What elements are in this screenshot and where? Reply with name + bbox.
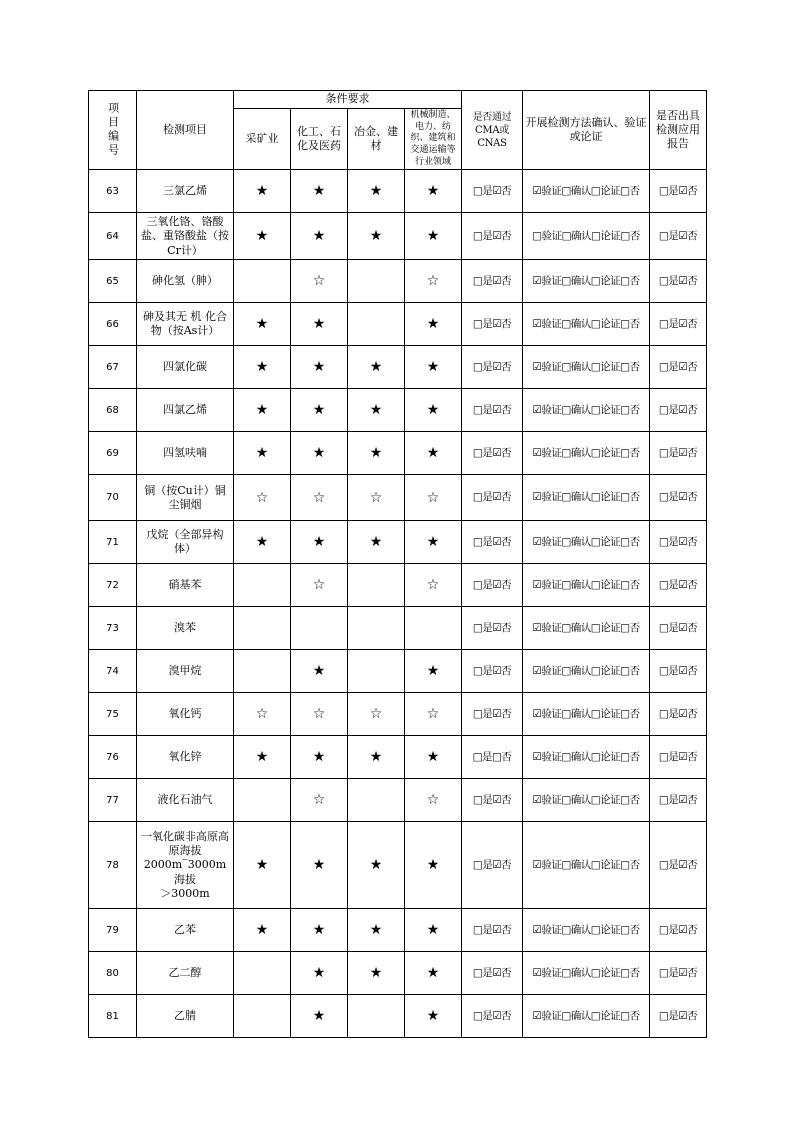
report-checkbox-cell: □是☑否 [650,475,707,521]
item-name-cell: 乙苯 [137,909,234,952]
cma-checkbox-cell: □是☑否 [462,564,523,607]
metallurgy-flag-cell [348,650,405,693]
item-name-cell: 戊烷（全部异构体） [137,521,234,564]
chemical-flag-cell: ☆ [291,779,348,822]
mining-flag-cell: ★ [234,521,291,564]
item-name-cell: 溴甲烷 [137,650,234,693]
method-checkbox-cell: ☑验证□确认□论证□否 [523,607,650,650]
report-checkbox-cell: □是☑否 [650,779,707,822]
item-name-cell: 氧化锌 [137,736,234,779]
mining-flag-cell: ★ [234,346,291,389]
chemical-flag-cell: ★ [291,995,348,1038]
item-no-cell: 66 [89,303,137,346]
machinery-flag-cell: ☆ [405,260,462,303]
item-no-cell: 79 [89,909,137,952]
method-checkbox-cell: ☑验证□确认□论证□否 [523,909,650,952]
metallurgy-flag-cell: ★ [348,909,405,952]
cma-checkbox-cell: □是☑否 [462,303,523,346]
machinery-flag-cell: ★ [405,909,462,952]
report-checkbox-cell: □是☑否 [650,213,707,260]
method-checkbox-cell: ☑验证□确认□论证□否 [523,650,650,693]
table-body [89,170,707,1038]
chemical-flag-cell: ★ [291,213,348,260]
method-checkbox-cell: □验证□确认□论证□否 [523,213,650,260]
item-no-cell: 69 [89,432,137,475]
item-no-cell: 70 [89,475,137,521]
mining-flag-cell: ☆ [234,693,291,736]
item-name-cell: 氧化钙 [137,693,234,736]
item-no-cell: 76 [89,736,137,779]
item-no-cell: 74 [89,650,137,693]
chemical-flag-cell: ★ [291,822,348,909]
table-row [89,475,707,521]
cma-checkbox-cell: □是☑否 [462,693,523,736]
table-row [89,260,707,303]
cma-checkbox-cell: □是☑否 [462,475,523,521]
machinery-flag-cell: ★ [405,521,462,564]
table-row [89,693,707,736]
item-no-cell: 77 [89,779,137,822]
table-row [89,650,707,693]
metallurgy-flag-cell: ★ [348,432,405,475]
method-checkbox-cell: ☑验证□确认□论证□否 [523,736,650,779]
report-checkbox-cell: □是☑否 [650,693,707,736]
machinery-flag-cell: ☆ [405,475,462,521]
metallurgy-flag-cell: ☆ [348,693,405,736]
metallurgy-flag-cell [348,564,405,607]
method-checkbox-cell: ☑验证□确认□论证□否 [523,995,650,1038]
item-no-cell: 68 [89,389,137,432]
item-no-cell: 75 [89,693,137,736]
item-no-cell: 71 [89,521,137,564]
chemical-flag-cell: ☆ [291,475,348,521]
mining-flag-cell: ☆ [234,475,291,521]
item-name-cell: 四氯化碳 [137,346,234,389]
machinery-flag-cell: ☆ [405,779,462,822]
col-header-condition: 条件要求 [234,91,462,109]
mining-flag-cell: ★ [234,303,291,346]
detection-items-table [88,90,707,1038]
method-checkbox-cell: ☑验证□确认□论证□否 [523,303,650,346]
mining-flag-cell: ★ [234,389,291,432]
table-row [89,521,707,564]
machinery-flag-cell: ☆ [405,693,462,736]
item-name-cell: 四氢呋喃 [137,432,234,475]
item-name-cell: 三氧化铬、铬酸盐、重铬酸盐（按Cr计） [137,213,234,260]
machinery-flag-cell: ★ [405,952,462,995]
chemical-flag-cell [291,607,348,650]
table-row [89,346,707,389]
item-no-cell: 65 [89,260,137,303]
mining-flag-cell: ★ [234,170,291,213]
chemical-flag-cell: ★ [291,952,348,995]
method-checkbox-cell: ☑验证□确认□论证□否 [523,260,650,303]
mining-flag-cell [234,995,291,1038]
metallurgy-flag-cell: ★ [348,213,405,260]
metallurgy-flag-cell: ★ [348,521,405,564]
machinery-flag-cell: ☆ [405,564,462,607]
table-row [89,607,707,650]
item-name-cell: 溴苯 [137,607,234,650]
item-no-cell: 63 [89,170,137,213]
table-row [89,736,707,779]
table-row [89,303,707,346]
machinery-flag-cell: ★ [405,995,462,1038]
mining-flag-cell [234,564,291,607]
col-header-machinery-etc: 机械制造、电力、纺织、建筑和交通运输等行业领域 [405,109,462,170]
item-name-cell: 四氯乙烯 [137,389,234,432]
machinery-flag-cell: ★ [405,213,462,260]
machinery-flag-cell: ★ [405,346,462,389]
chemical-flag-cell: ★ [291,170,348,213]
mining-flag-cell [234,779,291,822]
item-name-cell: 砷化氢（胂） [137,260,234,303]
cma-checkbox-cell: □是☑否 [462,822,523,909]
item-name-cell: 砷及其无 机 化合物（按As计） [137,303,234,346]
machinery-flag-cell: ★ [405,736,462,779]
metallurgy-flag-cell [348,779,405,822]
mining-flag-cell: ★ [234,822,291,909]
col-header-cma: 是否通过CMA或CNAS [462,91,523,170]
method-checkbox-cell: ☑验证□确认□论证□否 [523,564,650,607]
method-checkbox-cell: ☑验证□确认□论证□否 [523,822,650,909]
metallurgy-flag-cell: ★ [348,170,405,213]
cma-checkbox-cell: □是☑否 [462,909,523,952]
col-header-report: 是否出具检测应用报告 [650,91,707,170]
metallurgy-flag-cell [348,303,405,346]
report-checkbox-cell: □是☑否 [650,303,707,346]
document-page [88,90,707,1038]
mining-flag-cell [234,607,291,650]
cma-checkbox-cell: □是☑否 [462,779,523,822]
method-checkbox-cell: ☑验证□确认□论证□否 [523,389,650,432]
cma-checkbox-cell: □是☑否 [462,170,523,213]
chemical-flag-cell: ★ [291,521,348,564]
metallurgy-flag-cell [348,995,405,1038]
item-no-cell: 81 [89,995,137,1038]
report-checkbox-cell: □是☑否 [650,170,707,213]
item-no-cell: 80 [89,952,137,995]
report-checkbox-cell: □是☑否 [650,736,707,779]
cma-checkbox-cell: □是☑否 [462,432,523,475]
mining-flag-cell [234,952,291,995]
col-header-item-no: 项目编号 [89,91,137,170]
machinery-flag-cell: ★ [405,389,462,432]
col-header-mining: 采矿业 [234,109,291,170]
table-row [89,170,707,213]
table-row [89,952,707,995]
report-checkbox-cell: □是☑否 [650,346,707,389]
report-checkbox-cell: □是☑否 [650,995,707,1038]
table-row [89,432,707,475]
col-header-metallurgy-materials: 冶金、建材 [348,109,405,170]
metallurgy-flag-cell [348,260,405,303]
report-checkbox-cell: □是☑否 [650,909,707,952]
table-row [89,389,707,432]
metallurgy-flag-cell: ★ [348,952,405,995]
mining-flag-cell: ★ [234,213,291,260]
report-checkbox-cell: □是☑否 [650,521,707,564]
cma-checkbox-cell: □是☑否 [462,650,523,693]
item-no-cell: 67 [89,346,137,389]
report-checkbox-cell: □是☑否 [650,650,707,693]
chemical-flag-cell: ☆ [291,564,348,607]
item-name-cell: 乙腈 [137,995,234,1038]
method-checkbox-cell: ☑验证□确认□论证□否 [523,521,650,564]
metallurgy-flag-cell: ★ [348,389,405,432]
method-checkbox-cell: ☑验证□确认□论证□否 [523,432,650,475]
item-name-cell: 液化石油气 [137,779,234,822]
metallurgy-flag-cell: ☆ [348,475,405,521]
table-row [89,779,707,822]
cma-checkbox-cell: □是☑否 [462,521,523,564]
table-row [89,909,707,952]
cma-checkbox-cell: □是☑否 [462,995,523,1038]
metallurgy-flag-cell: ★ [348,822,405,909]
item-name-cell: 铜（按Cu计）铜尘铜烟 [137,475,234,521]
mining-flag-cell: ★ [234,736,291,779]
metallurgy-flag-cell: ★ [348,346,405,389]
chemical-flag-cell: ☆ [291,693,348,736]
metallurgy-flag-cell: ★ [348,736,405,779]
report-checkbox-cell: □是☑否 [650,607,707,650]
cma-checkbox-cell: □是□否 [462,736,523,779]
cma-checkbox-cell: □是☑否 [462,213,523,260]
machinery-flag-cell: ★ [405,303,462,346]
report-checkbox-cell: □是☑否 [650,389,707,432]
item-name-cell: 硝基苯 [137,564,234,607]
table-row [89,995,707,1038]
machinery-flag-cell [405,607,462,650]
metallurgy-flag-cell [348,607,405,650]
chemical-flag-cell: ★ [291,303,348,346]
table-row [89,822,707,909]
mining-flag-cell: ★ [234,909,291,952]
chemical-flag-cell: ★ [291,346,348,389]
method-checkbox-cell: ☑验证□确认□论证□否 [523,952,650,995]
cma-checkbox-cell: □是☑否 [462,260,523,303]
chemical-flag-cell: ★ [291,389,348,432]
machinery-flag-cell: ★ [405,432,462,475]
table-row [89,564,707,607]
mining-flag-cell [234,260,291,303]
cma-checkbox-cell: □是☑否 [462,952,523,995]
item-no-cell: 64 [89,213,137,260]
report-checkbox-cell: □是☑否 [650,564,707,607]
mining-flag-cell [234,650,291,693]
col-header-item: 检测项目 [137,91,234,170]
item-no-cell: 78 [89,822,137,909]
item-no-cell: 72 [89,564,137,607]
chemical-flag-cell: ★ [291,736,348,779]
chemical-flag-cell: ☆ [291,260,348,303]
item-name-cell: 三氯乙烯 [137,170,234,213]
item-no-cell: 73 [89,607,137,650]
report-checkbox-cell: □是☑否 [650,432,707,475]
chemical-flag-cell: ★ [291,909,348,952]
item-name-cell: 一氧化碳非高原高原海拔 2000m‾3000m海拔 ＞3000m [137,822,234,909]
machinery-flag-cell: ★ [405,170,462,213]
cma-checkbox-cell: □是☑否 [462,346,523,389]
machinery-flag-cell: ★ [405,650,462,693]
mining-flag-cell: ★ [234,432,291,475]
chemical-flag-cell: ★ [291,650,348,693]
item-name-cell: 乙二醇 [137,952,234,995]
report-checkbox-cell: □是☑否 [650,260,707,303]
machinery-flag-cell: ★ [405,822,462,909]
report-checkbox-cell: □是☑否 [650,822,707,909]
report-checkbox-cell: □是☑否 [650,952,707,995]
table-row [89,213,707,260]
method-checkbox-cell: ☑验证□确认□论证□否 [523,170,650,213]
method-checkbox-cell: ☑验证□确认□论证□否 [523,693,650,736]
cma-checkbox-cell: □是☑否 [462,607,523,650]
chemical-flag-cell: ★ [291,432,348,475]
method-checkbox-cell: ☑验证□确认□论证□否 [523,779,650,822]
col-header-chemical-pharma: 化工、石化及医药 [291,109,348,170]
col-header-method: 开展检测方法确认、验证或论证 [523,91,650,170]
cma-checkbox-cell: □是☑否 [462,389,523,432]
method-checkbox-cell: ☑验证□确认□论证□否 [523,346,650,389]
method-checkbox-cell: ☑验证□确认□论证□否 [523,475,650,521]
